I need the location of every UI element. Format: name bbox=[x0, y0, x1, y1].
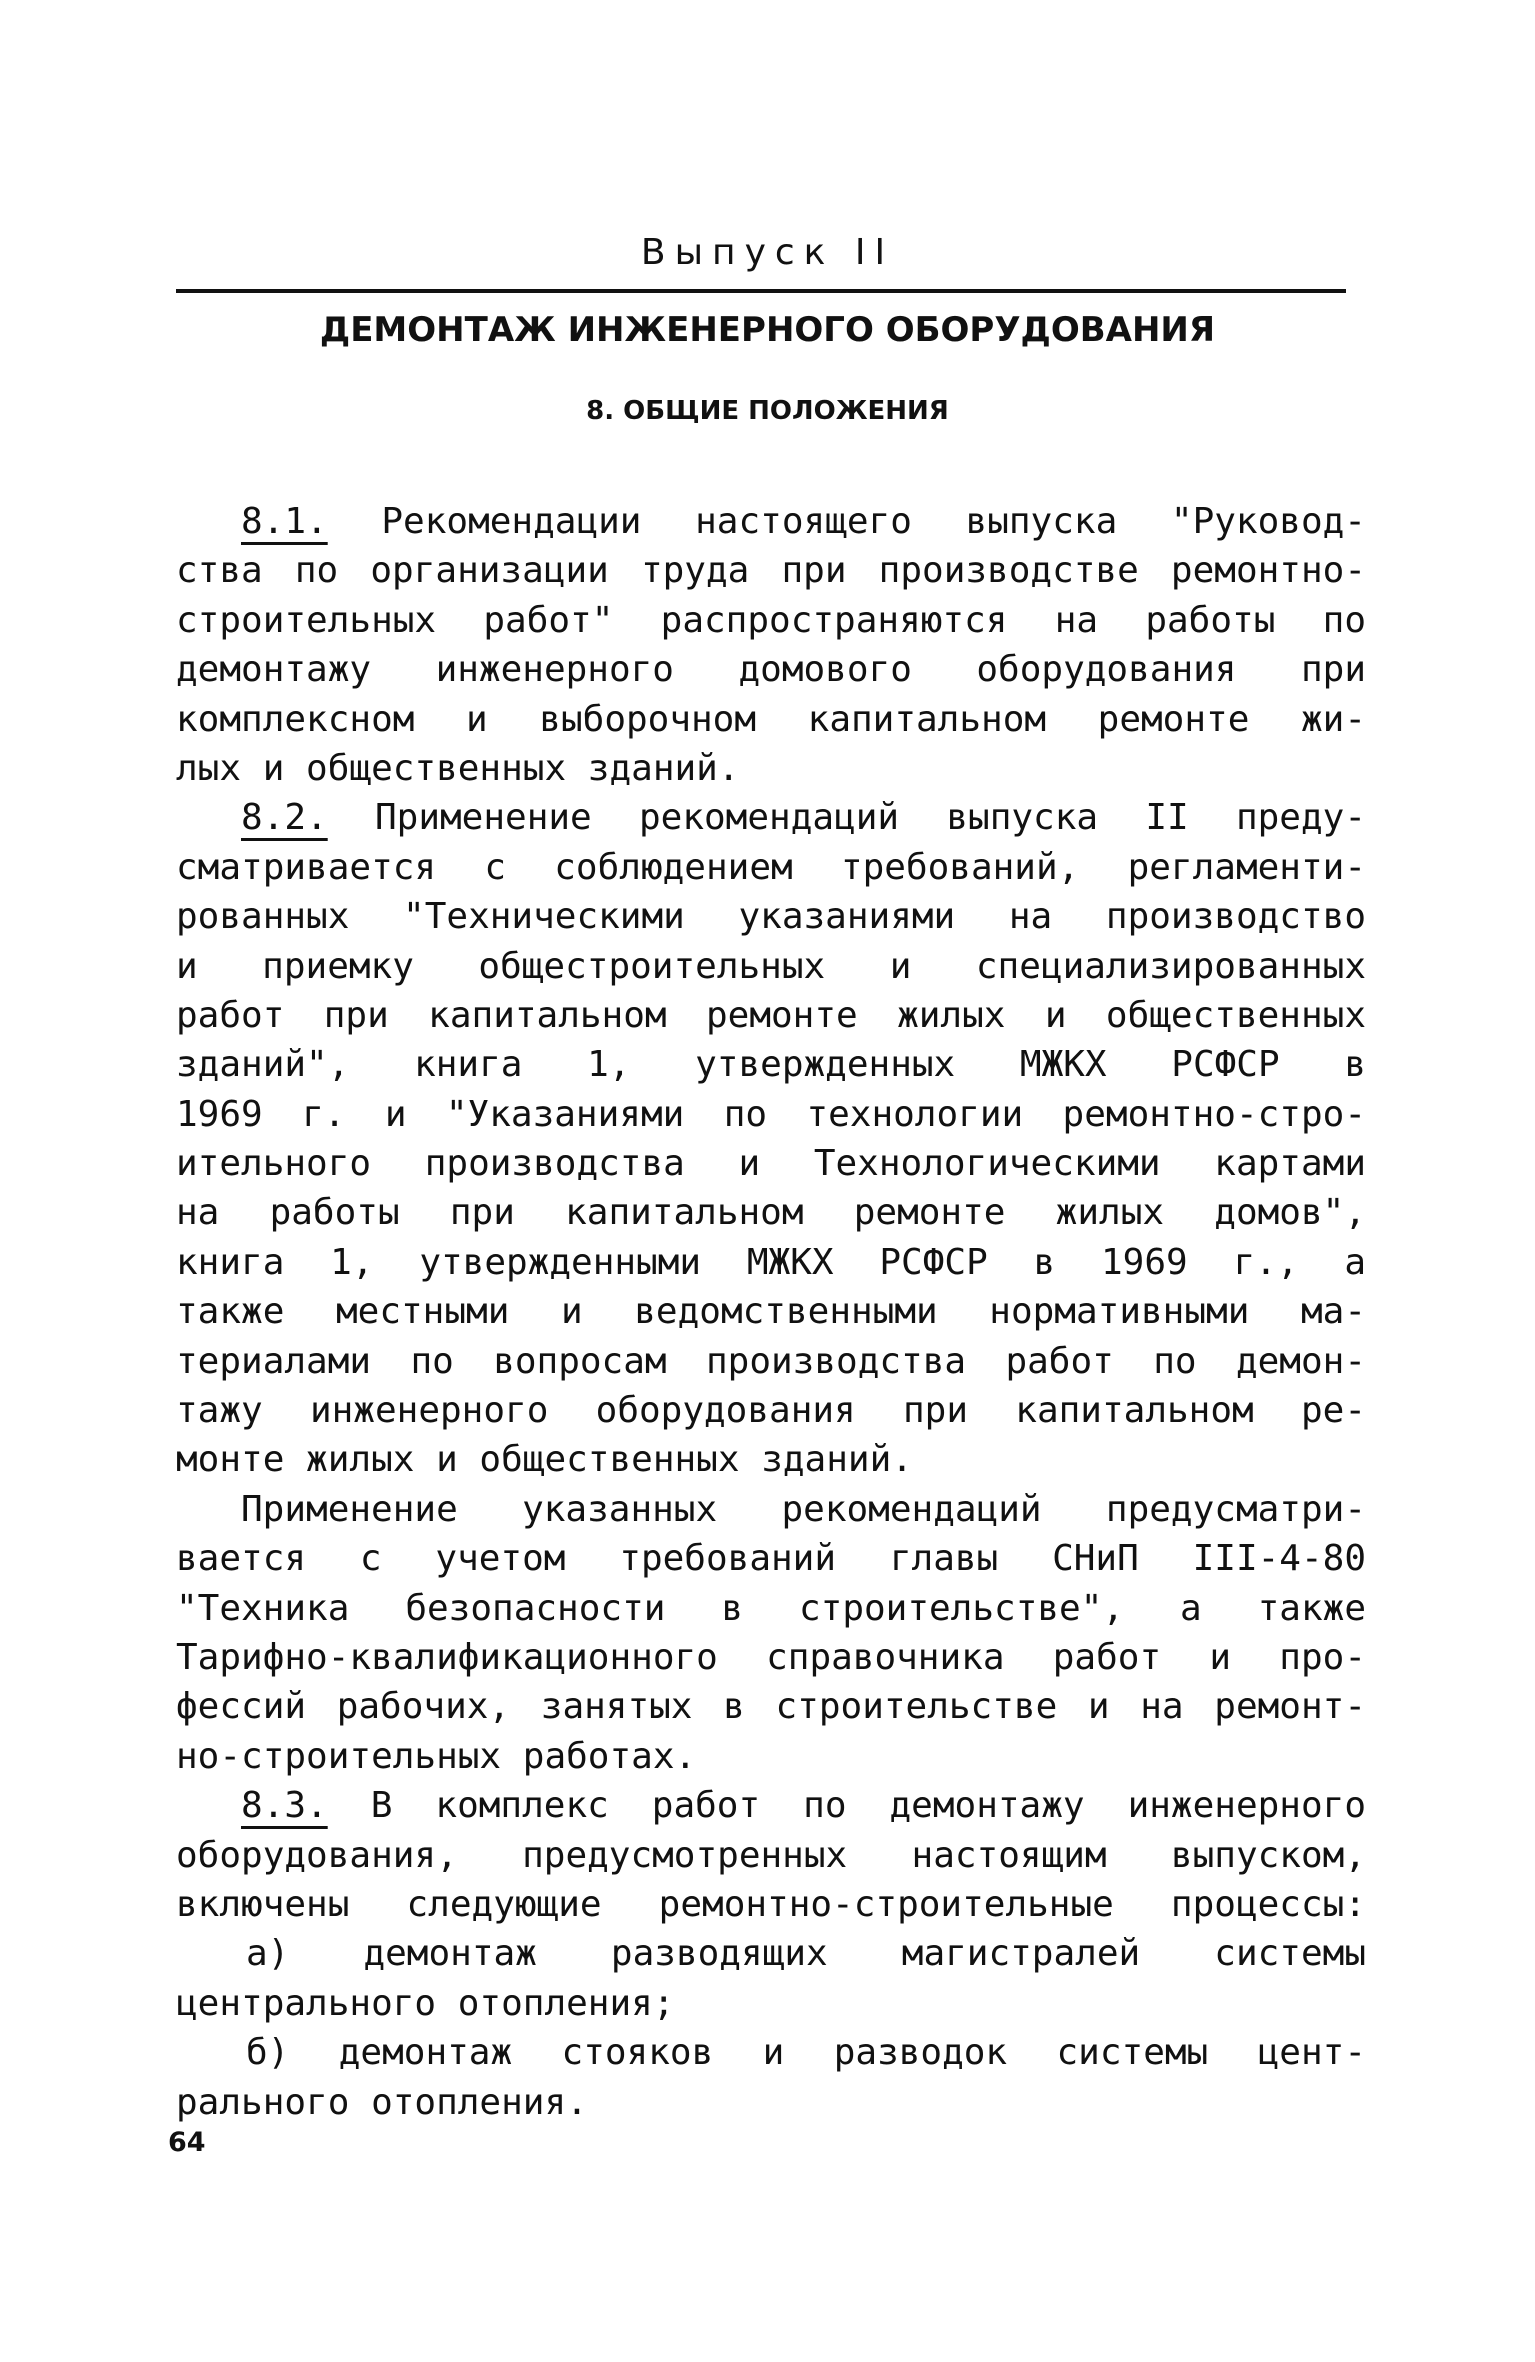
paragraph-8-2-line: и приемку общестроительных и специализированных bbox=[176, 945, 1366, 987]
list-item-a-line: а) демонтаж разводящих магистралей системы bbox=[246, 1933, 1366, 1975]
paragraph-8-1-line: комплексном и выборочном капитальном ремонте жи- bbox=[176, 698, 1366, 740]
page-number: 64 bbox=[168, 2127, 206, 2158]
paragraph-8-2b-line: "Техника безопасности в строительстве", а также bbox=[176, 1587, 1366, 1629]
page-title: ДЕМОНТАЖ ИНЖЕНЕРНОГО ОБОРУДОВАНИЯ bbox=[319, 310, 1216, 350]
clause-number: 8.2. bbox=[241, 797, 328, 839]
paragraph-8-2-line: также местными и ведомственными нормативными ма- bbox=[176, 1291, 1366, 1333]
clause-number: 8.3. bbox=[241, 1785, 328, 1827]
paragraph-8-1-line: лых и общественных зданий. bbox=[176, 747, 740, 789]
paragraph-8-2-line: териалами по вопросам производства работ по демон- bbox=[176, 1340, 1366, 1382]
paragraph-8-2-line: на работы при капитальном ремонте жилых домов", bbox=[176, 1192, 1366, 1234]
paragraph-8-2b-line: вается с учетом требований главы СНиП III-4-80 bbox=[176, 1538, 1366, 1580]
paragraph-8-2-line: работ при капитальном ремонте жилых и общественных bbox=[176, 994, 1366, 1036]
paragraph-8-2-line: ительного производства и Технологическими картами bbox=[176, 1143, 1366, 1185]
paragraph-8-1-line: демонтажу инженерного домового оборудования при bbox=[176, 649, 1366, 691]
clause-number: 8.1. bbox=[241, 501, 328, 542]
paragraph-8-1-line: строительных работ" распространяются на работы по bbox=[176, 599, 1366, 641]
paragraph-8-2-line: 1969 г. и "Указаниями по технологии ремонтно-стро- bbox=[176, 1093, 1366, 1135]
list-item-b-line: б) демонтаж стояков и разводок системы цент- bbox=[246, 2032, 1366, 2074]
body-text bbox=[176, 497, 1366, 2127]
list-item-a-line: центрального отопления; bbox=[176, 1982, 675, 2024]
paragraph-8-2-line: тажу инженерного оборудования при капитальном ре- bbox=[176, 1390, 1366, 1432]
paragraph-8-2b-line: Применение указанных рекомендаций предусматри- bbox=[241, 1488, 1366, 1530]
paragraph-8-2-line: книга 1, утвержденными МЖКХ РСФСР в 1969 г., а bbox=[176, 1241, 1366, 1283]
paragraph-8-3-line: оборудования, предусмотренных настоящим выпуском, bbox=[176, 1834, 1366, 1876]
paragraph-8-2-line: 8.2. Применение рекомендаций выпуска II преду- bbox=[241, 797, 1366, 839]
paragraph-8-2-line: монте жилых и общественных зданий. bbox=[176, 1439, 913, 1481]
paragraph-8-3-line: включены следующие ремонтно-строительные процессы: bbox=[176, 1883, 1366, 1925]
paragraph-8-2b-line: фессий рабочих, занятых в строительстве и на ремонт- bbox=[176, 1686, 1366, 1728]
header-divider bbox=[176, 289, 1346, 293]
paragraph-8-1-line: ства по организации труда при производстве ремонтно- bbox=[176, 550, 1366, 592]
paragraph-8-2b-line: но-строительных работах. bbox=[176, 1735, 697, 1777]
paragraph-8-1-line: 8.1. Рекомендации настоящего выпуска "Руковод- bbox=[241, 501, 1366, 542]
section-heading: 8. ОБЩИЕ ПОЛОЖЕНИЯ bbox=[586, 396, 949, 426]
list-item-b-line: рального отопления. bbox=[176, 2081, 588, 2123]
paragraph-8-2b-line: Тарифно-квалификационного справочника работ и про- bbox=[176, 1636, 1366, 1678]
paragraph-8-2-line: зданий", книга 1, утвержденных МЖКХ РСФСР в bbox=[176, 1044, 1366, 1086]
paragraph-8-2-line: рованных "Техническими указаниями на производство bbox=[176, 896, 1366, 938]
paragraph-8-3-line: 8.3. В комплекс работ по демонтажу инженерного bbox=[241, 1785, 1366, 1827]
issue-label: Выпуск II bbox=[640, 232, 895, 273]
paragraph-8-2-line: сматривается с соблюдением требований, регламенти- bbox=[176, 846, 1366, 888]
